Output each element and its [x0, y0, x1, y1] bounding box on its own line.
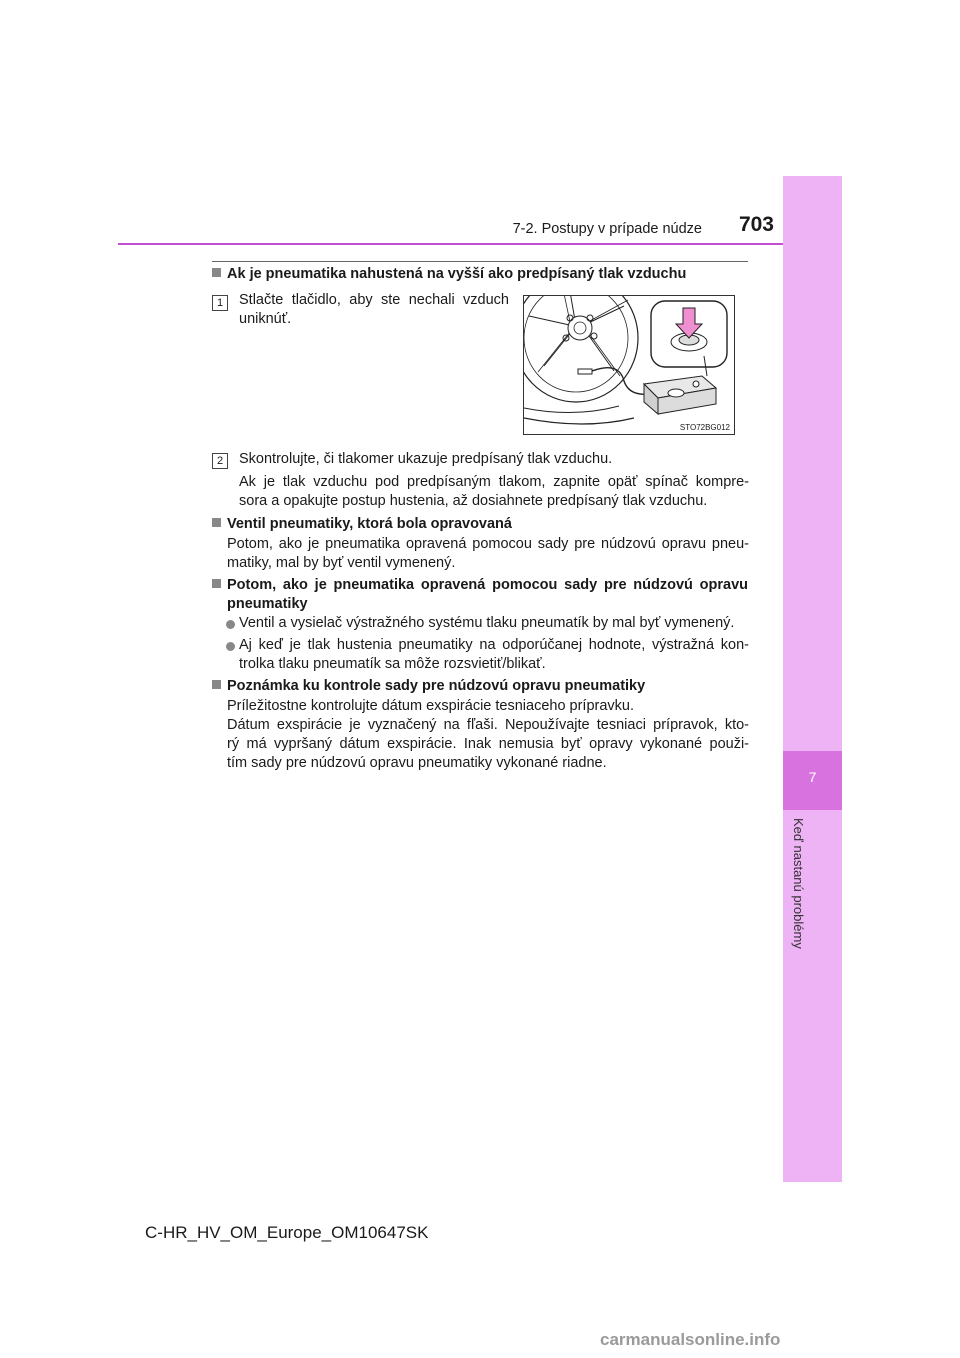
step-2-paragraph: Ak je tlak vzduchu pod predpísaným tlakom, zapnite opäť spínač kompre- sora a opakujte postup hustenia, až dosiahnete predpísaný tlak vzduchu. [239, 474, 749, 509]
section-heading-kit-note: Poznámka ku kontrole sady pre núdzovú opravu pneumatiky [212, 678, 645, 694]
square-bullet-icon [212, 518, 221, 527]
step-number-2: 2 [212, 453, 228, 469]
round-bullet-icon [226, 620, 235, 629]
illustration-code: STO72BG012 [679, 423, 730, 432]
square-bullet-icon [212, 268, 221, 277]
section-title: 7-2. Postupy v prípade núdze [512, 221, 702, 237]
chapter-number: 7 [808, 769, 817, 785]
page-number: 703 [738, 213, 774, 236]
section-heading-after-repair: Potom, ako je pneumatika opravená pomocou sady pre núdzovú opravu pneumatiky [212, 576, 748, 614]
tire-deflate-illustration [523, 295, 735, 435]
chapter-side-tab [783, 176, 842, 1182]
tire-wheel-drawing [524, 296, 734, 434]
kit-note-paragraph: Príležitostne kontrolujte dátum exspirácie tesniaceho prípravku. Dátum exspirácie je vyznačený na fľaši. Nepoužívajte tesniaci prípravok, kto- rý má vypršaný dátum exspirácie. Inak nemusia byť opravy vykonané použi- tím sady pre núdzovú opravu pneumatiky vykonané riadne. [227, 698, 749, 771]
step-2-text: Skontrolujte, či tlakomer ukazuje predpísaný tlak vzduchu. [239, 451, 613, 467]
site-watermark: carmanualsonline.info [600, 1330, 781, 1349]
document-id: C-HR_HV_OM_Europe_OM10647SK [145, 1223, 429, 1242]
round-bullet-icon [226, 642, 235, 651]
square-bullet-icon [212, 579, 221, 588]
section-heading-valve: Ventil pneumatiky, ktorá bola opravovaná [212, 516, 512, 532]
square-bullet-icon [212, 680, 221, 689]
chapter-number-tab[interactable] [783, 751, 842, 810]
bullet-valve-transmitter: Ventil a vysielač výstražného systému tlaku pneumatík by mal byť vymenený. [239, 615, 735, 631]
section-heading-overinflated: Ak je pneumatika nahustená na vyšší ako predpísaný tlak vzduchu [212, 266, 686, 282]
chapter-title: Keď nastanú problémy [791, 818, 806, 949]
section-rule [212, 261, 748, 262]
header-divider [118, 243, 783, 245]
valve-paragraph: Potom, ako je pneumatika opravená pomocou sady pre núdzovú opravu pneu- matiky, mal by byť ventil vymenený. [227, 536, 749, 571]
bullet-warning-light: Aj keď je tlak hustenia pneumatiky na odporúčanej hodnote, výstražná kon- trolka tlaku pneumatík sa môže rozsvietiť/blikať. [239, 637, 749, 672]
step-number-1: 1 [212, 295, 228, 311]
step-1-text: Stlačte tlačidlo, aby ste nechali vzduch uniknúť. [239, 292, 509, 327]
